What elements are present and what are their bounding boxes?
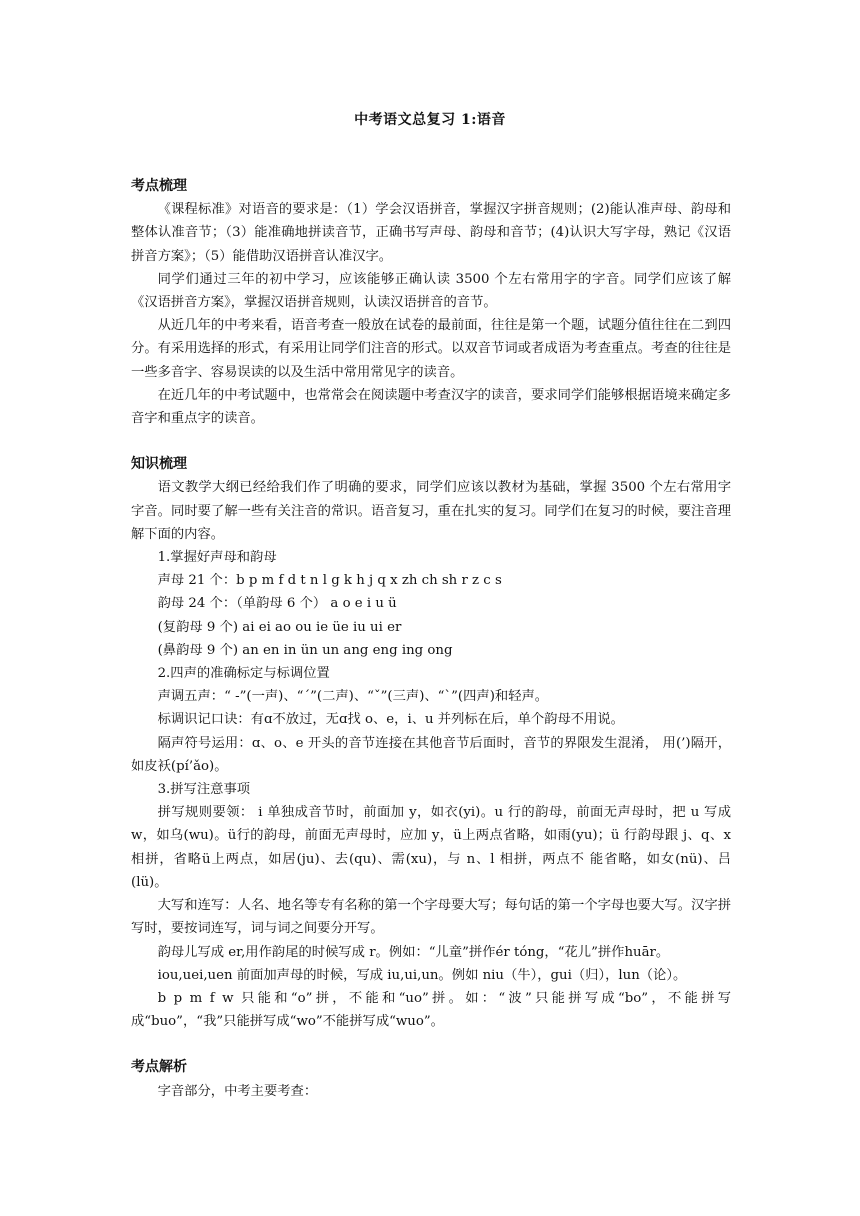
paragraph: 韵母 24 个：（单韵母 6 个） a o e i u ü (157, 596, 397, 612)
paragraph: 从近几年的中考来看，语音考查一般放在试卷的最前面，往往是第一个题，试题分值往往在二到四分。有采用选择的形式，有采用让同学们注音的形式。以双音节词或者成语为考查重点。考查的往往是一些多音字、容易误读的以及生活中常用常见字的读音。 (131, 318, 731, 380)
section-kaodian (131, 175, 731, 430)
paragraph: 字音部分，中考主要考查： (157, 1083, 318, 1099)
paragraph: b p m f w 只能和“o”拼，不能和“uo”拼。如：“波”只能拼写成“bo”，不能拼写成“buo”，“我”只能拼写成“wo”不能拼写成“wuo”。 (131, 990, 731, 1030)
section-spacer (131, 1033, 731, 1056)
list-heading: 3.拼写注意事项 (157, 782, 251, 798)
paragraph: 标调识记口诀：有ɑ不放过，无ɑ找 o、e，i、u 并列标在后，单个韵母不用说。 (157, 712, 624, 728)
paragraph: (复韵母 9 个) ai ei ao ou ie üe iu ui er (157, 619, 402, 635)
section-spacer (131, 430, 731, 453)
paragraph: 声母 21 个：b p m f d t n l g k h j q x zh ch sh r z c s (157, 573, 502, 589)
list-heading: 1.掌握好声母和韵母 (157, 550, 277, 566)
section-heading: 知识梳理 (131, 456, 187, 473)
page-title: 中考语文总复习 1:语音 (354, 112, 506, 128)
list-heading: 2.四声的准确标定与标调位置 (157, 666, 330, 682)
paragraph: 声调五声：“ -”(一声)、“ˊ”(二声)、“ˇ”(三声)、“ˋ”(四声)和轻声。 (157, 689, 549, 705)
section-heading: 考点梳理 (131, 178, 187, 194)
section-jiexi (131, 1056, 731, 1102)
paragraph: 语文教学大纲已经给我们作了明确的要求，同学们应该以教材为基础，掌握 3500 个左右常用字字音。同时要了解一些有关注音的常识。语音复习，重在扎实的复习。同学们在复习的时候，要注音理解下面的内容。 (131, 480, 731, 542)
paragraph: 在近几年的中考试题中，也常常会在阅读题中考查汉字的读音，要求同学们能够根据语境来确定多音字和重点字的读音。 (131, 387, 731, 427)
paragraph: 拼写规则要领： i 单独成音节时，前面加 y，如衣(yi)。u 行的韵母，前面无声母时，把 u 写成 w，如乌(wu)。ü行的韵母，前面无声母时，应加 y，ü上两点省略，如雨(yu)；ü 行韵母跟 j、q、x 相拼，省略ü上两点，如居(ju)、去(qu)、需(xu)，与 n、l 相拼，两点不 能省略，如女(nü)、吕(lü)。 (131, 805, 731, 890)
section-zhishi (131, 453, 731, 1033)
paragraph: 隔声符号运用：ɑ、o、e 开头的音节连接在其他音节后面时，音节的界限发生混淆， 用(’)隔开，如皮袄(pí’ǎo)。 (131, 735, 731, 774)
paragraph: 大写和连写：人名、地名等专有名称的第一个字母要大写；每句话的第一个字母也要大写。汉字拼写时，要按词连写，词与词之间要分开写。 (131, 898, 731, 937)
paragraph: (鼻韵母 9 个) an en in ün un ang eng ing ong (157, 642, 453, 658)
paragraph: 韵母儿写成 er,用作韵尾的时候写成 r。例如：“儿童”拼作ér tóng，“花儿”拼作huār。 (157, 944, 670, 960)
paragraph: iou,uei,uen 前面加声母的时候，写成 iu,ui,un。例如 niu（牛），gui（归），lun（论）。 (157, 967, 687, 983)
paragraph: 《课程标准》对语音的要求是：（1）学会汉语拼音，掌握汉字拼音规则；(2)能认准声母、韵母和整体认准音节；（3）能准确地拼读音节，正确书写声母、韵母和音节；(4)认识大写字母，熟记《汉语拼音方案》；（5）能借助汉语拼音认准汉字。 (131, 202, 731, 264)
document-body (131, 175, 731, 1103)
section-heading: 考点解析 (131, 1059, 187, 1076)
paragraph: 同学们通过三年的初中学习，应该能够正确认读 3500 个左右常用字的字音。同学们应该了解《汉语拼音方案》，掌握汉语拼音规则，认读汉语拼音的音节。 (131, 271, 731, 311)
